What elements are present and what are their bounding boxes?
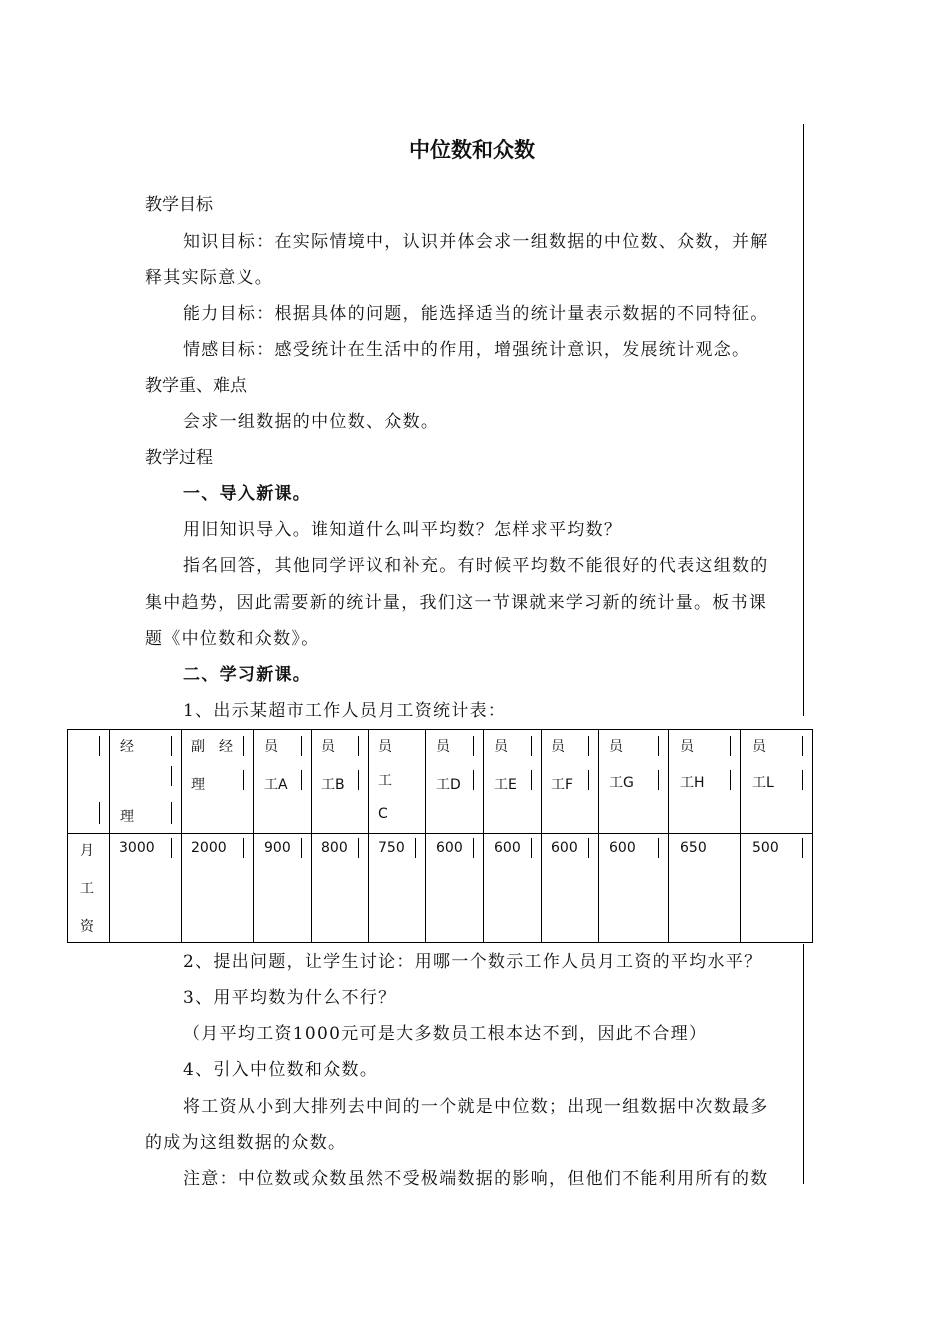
cell-edge-mark <box>658 838 659 858</box>
goal-ability: 能力目标：根据具体的问题，能选择适当的统计量表示数据的不同特征。 <box>183 304 769 324</box>
table-row-divider <box>68 833 812 834</box>
cell-edge-mark <box>358 770 359 790</box>
header-staff-e: 员 <box>494 739 508 755</box>
cell-edge-mark <box>301 770 302 790</box>
header-manager-line-3: 理 <box>120 809 134 825</box>
cell-edge-mark <box>531 770 532 790</box>
step1-heading: 一、导入新课。 <box>183 484 312 504</box>
table-column-divider <box>483 730 484 942</box>
header-staff-d: 工D <box>436 777 461 793</box>
keypoints-text: 会求一组数据的中位数、众数。 <box>183 412 440 432</box>
row-label-char: 工 <box>80 881 94 897</box>
header-staff-a: 员 <box>264 739 278 755</box>
salary-value: 2000 <box>191 840 227 856</box>
header-staff-d: 员 <box>436 739 450 755</box>
cell-edge-mark <box>588 736 589 756</box>
page-title: 中位数和众数 <box>409 138 535 162</box>
header-manager-line-1: 经 <box>120 739 134 755</box>
cell-edge-mark <box>588 838 589 858</box>
salary-value: 500 <box>752 840 779 856</box>
table-column-divider <box>425 730 426 942</box>
salary-value: 800 <box>321 840 348 856</box>
cell-edge-mark <box>415 838 416 858</box>
step2-heading: 二、学习新课。 <box>183 665 312 685</box>
header-staff-e: 工E <box>494 777 517 793</box>
keypoints-heading: 教学重、难点 <box>145 376 247 396</box>
step2-paragraph-line-1: 将工资从小到大排列去中间的一个就是中位数；出现一组数据中次数最多 <box>183 1097 769 1117</box>
table-column-divider <box>740 730 741 942</box>
header-staff-l: 工L <box>752 775 774 791</box>
goal-knowledge-line-1: 知识目标：在实际情境中，认识并体会求一组数据的中位数、众数，并解 <box>183 232 769 252</box>
cell-edge-mark <box>730 736 731 756</box>
cell-edge-mark <box>243 770 244 790</box>
cell-edge-mark <box>473 838 474 858</box>
table-column-divider <box>311 730 312 942</box>
salary-value: 600 <box>609 840 636 856</box>
table-column-divider <box>181 730 182 942</box>
cell-edge-mark <box>588 770 589 790</box>
cell-edge-mark <box>243 838 244 858</box>
step2-item-4: 4、引入中位数和众数。 <box>183 1060 379 1080</box>
header-staff-l: 员 <box>752 739 766 755</box>
step2-item-3: 3、用平均数为什么不行？ <box>183 988 397 1008</box>
header-staff-g: 工G <box>609 775 634 791</box>
step1-paragraph-1: 用旧知识导入。谁知道什么叫平均数？怎样求平均数？ <box>183 520 623 540</box>
step2-paragraph-line-2: 的成为这组数据的众数。 <box>145 1133 347 1153</box>
header-staff-b: 员 <box>321 739 335 755</box>
cell-edge-mark <box>171 766 172 786</box>
cell-edge-mark <box>171 838 172 858</box>
cell-edge-mark <box>802 838 803 858</box>
table-column-divider <box>368 730 369 942</box>
header-staff-h: 员 <box>680 739 694 755</box>
cell-edge-mark <box>171 736 172 756</box>
step1-paragraph-2-line-1: 指名回答，其他同学评议和补充。有时候平均数不能很好的代表这组数的 <box>183 556 769 576</box>
step1-paragraph-2-line-3: 题《中位数和众数》。 <box>145 629 320 649</box>
salary-table <box>67 729 813 943</box>
salary-value: 600 <box>436 840 463 856</box>
header-staff-g: 员 <box>609 739 623 755</box>
header-staff-b: 工B <box>321 777 345 793</box>
goal-emotion: 情感目标：感受统计在生活中的作用，增强统计意识，发展统计观念。 <box>183 340 751 360</box>
step2-item-3-note: （月平均工资1000元可是大多数员工根本达不到，因此不合理） <box>183 1024 708 1044</box>
header-staff-c: C <box>378 806 388 822</box>
table-column-divider <box>541 730 542 942</box>
table-column-divider <box>598 730 599 942</box>
goals-heading: 教学目标 <box>145 195 213 215</box>
salary-value: 900 <box>264 840 291 856</box>
table-column-divider <box>253 730 254 942</box>
cell-edge-mark <box>730 770 731 790</box>
cell-edge-mark <box>358 736 359 756</box>
cell-edge-mark <box>473 736 474 756</box>
step2-item-1: 1、出示某超市工作人员月工资统计表： <box>183 701 507 721</box>
cell-edge-mark <box>358 838 359 858</box>
cell-edge-mark <box>658 736 659 756</box>
table-column-divider <box>668 730 669 942</box>
salary-value: 650 <box>680 840 707 856</box>
salary-value: 750 <box>378 840 405 856</box>
cell-edge-mark <box>802 770 803 790</box>
cell-edge-mark <box>531 736 532 756</box>
step2-item-2: 2、提出问题，让学生讨论：用哪一个数示工作人员月工资的平均水平？ <box>183 952 763 972</box>
step1-paragraph-2-line-2: 集中趋势，因此需要新的统计量，我们这一节课就来学习新的统计量。板书课 <box>145 593 768 613</box>
cell-edge-mark <box>473 770 474 790</box>
salary-value: 600 <box>494 840 521 856</box>
row-label-char: 月 <box>80 843 94 859</box>
cell-edge-mark <box>802 736 803 756</box>
header-staff-f: 员 <box>551 739 565 755</box>
header-staff-h: 工H <box>680 775 705 791</box>
header-staff-c: 员 <box>378 739 392 755</box>
salary-value: 3000 <box>119 840 155 856</box>
process-heading: 教学过程 <box>145 448 213 468</box>
header-staff-f: 工F <box>551 777 574 793</box>
cell-edge-mark <box>658 770 659 790</box>
cell-edge-mark <box>99 802 100 824</box>
cell-edge-mark <box>301 838 302 858</box>
header-deputy-line-1: 副 经 <box>191 739 233 755</box>
header-staff-c: 工 <box>378 773 392 789</box>
cell-edge-mark <box>531 838 532 858</box>
cell-edge-mark <box>171 802 172 824</box>
header-staff-a: 工A <box>264 777 288 793</box>
row-label-char: 资 <box>80 919 94 935</box>
header-deputy-line-2: 理 <box>191 777 205 793</box>
page-border-right <box>803 124 804 716</box>
goal-knowledge-line-2: 释其实际意义。 <box>145 268 274 288</box>
cell-edge-mark <box>99 736 100 756</box>
cell-edge-mark <box>301 736 302 756</box>
salary-value: 600 <box>551 840 578 856</box>
page-border-right-lower <box>803 944 804 1184</box>
cell-edge-mark <box>243 736 244 756</box>
step2-note: 注意：中位数或众数虽然不受极端数据的影响，但他们不能利用所有的数 <box>183 1169 769 1189</box>
table-column-divider <box>109 730 110 942</box>
